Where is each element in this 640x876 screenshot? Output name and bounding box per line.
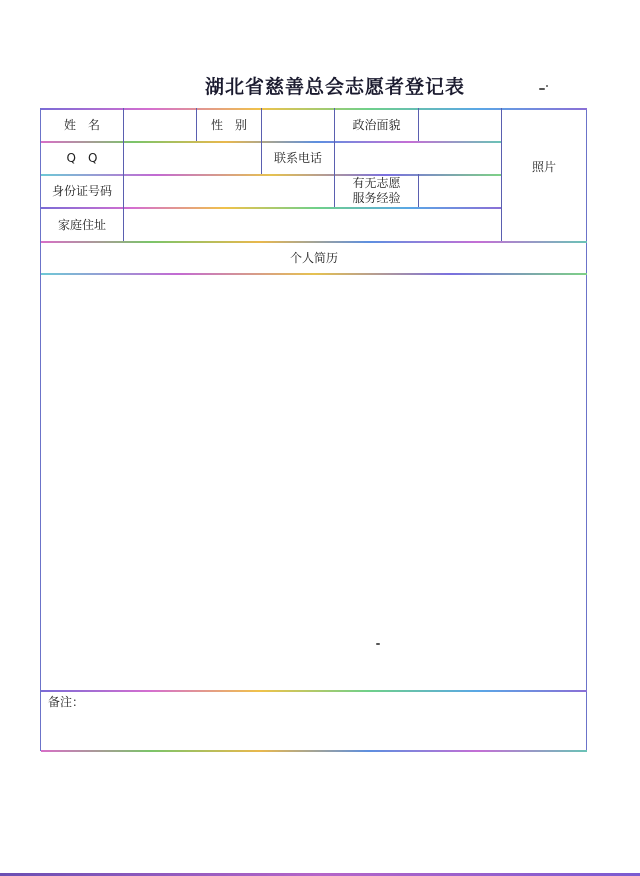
form-title: 湖北省慈善总会志愿者登记表 [204,76,465,98]
id-number-label: 身份证号码 [51,183,112,198]
scan-speck [546,85,548,87]
qq-label: Q Q [66,150,98,165]
photo-box[interactable] [502,110,586,241]
home-address-field[interactable] [124,209,501,241]
id-number-field[interactable] [124,175,334,207]
name-field[interactable] [124,109,196,141]
resume-field[interactable] [41,275,587,690]
gender-label: 性 别 [210,117,247,132]
row-divider [41,750,587,752]
photo-label: 照片 [531,160,556,174]
volunteer-experience-label [335,175,418,207]
phone-label: 联系电话 [273,150,322,165]
notes-label: 备注： [48,695,85,709]
home-address-label: 家庭住址 [57,217,106,232]
name-label: 姓 名 [63,117,100,132]
scan-speck [539,88,545,90]
qq-field[interactable] [124,142,261,174]
volunteer-experience-field[interactable] [419,175,501,207]
gender-field[interactable] [262,109,334,141]
volunteer-experience-label-line1: 有无志愿 [352,176,401,190]
notes-field[interactable] [41,708,587,750]
volunteer-experience-label-line2: 服务经验 [352,191,401,205]
political-status-field[interactable] [419,109,501,141]
phone-field[interactable] [335,142,501,174]
row-divider [41,690,587,692]
resume-heading: 个人简历 [289,250,338,265]
political-status-label: 政治面貌 [352,117,401,132]
